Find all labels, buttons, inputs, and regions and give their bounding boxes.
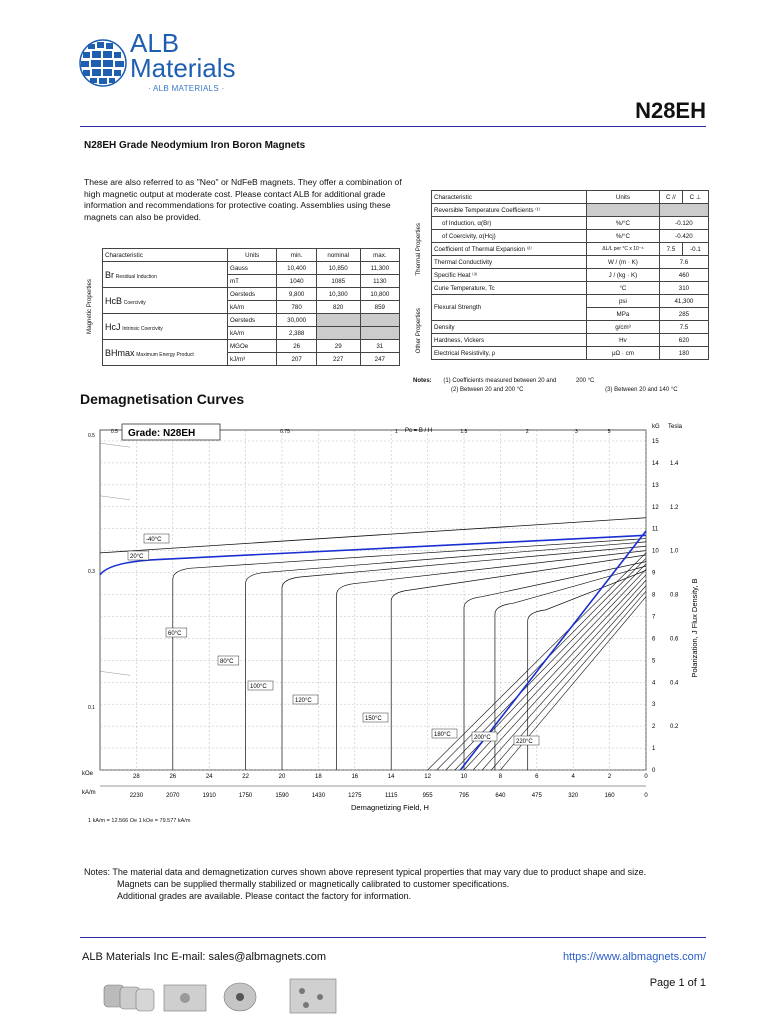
value-cell: -0.120 xyxy=(659,217,708,230)
logo-text-alb: ALB xyxy=(130,28,180,58)
empty-cell xyxy=(316,314,360,327)
table-row xyxy=(413,321,709,334)
unit-cell: kA/m xyxy=(228,327,277,340)
koe-tick-label: 20 xyxy=(278,774,286,780)
table-row xyxy=(413,282,709,295)
value-cell: 247 xyxy=(360,353,399,366)
note-1: (1) Coefficients measured between 20 and xyxy=(443,378,557,384)
unit-cell: Oersteds xyxy=(228,288,277,301)
kg-tick-label: 11 xyxy=(652,526,659,533)
value-cell: 7.5 xyxy=(659,243,682,256)
koe-tick-label: 0 xyxy=(644,774,648,780)
magnetic-properties-label: Magnetic Properties xyxy=(86,279,93,335)
value-cell: 9,800 xyxy=(277,288,316,301)
tesla-tick-label: 1.0 xyxy=(670,548,679,555)
unit-cell: kJ/m³ xyxy=(228,353,277,366)
col-units: Units xyxy=(228,249,277,262)
temp-label: 120°C xyxy=(295,698,312,704)
spacer xyxy=(432,360,709,367)
param-br: Br Residual Induction xyxy=(103,262,228,288)
koe-tick-label: 26 xyxy=(169,774,177,780)
empty-cell xyxy=(360,327,399,340)
temp-label: 220°C xyxy=(516,739,533,745)
kg-tick-label: 6 xyxy=(652,636,656,643)
value-cell: 1085 xyxy=(316,275,360,288)
demagnetisation-chart xyxy=(80,418,700,833)
value-cell: 11,300 xyxy=(360,262,399,275)
unit-cell: kA/m xyxy=(228,301,277,314)
kam-tick-label: 1430 xyxy=(311,793,326,799)
value-cell: 780 xyxy=(277,301,316,314)
pc-left-label: 0.3 xyxy=(88,568,95,575)
value-cell: 2,388 xyxy=(277,327,316,340)
row-label: Thermal Conductivity xyxy=(432,256,587,269)
pc-tick-label: 0.75 xyxy=(280,429,290,435)
demag-curve xyxy=(528,570,646,770)
thermal-label-cell xyxy=(413,204,432,295)
row-label: Hardness, Vickers xyxy=(432,334,587,347)
unit-cell: Gauss xyxy=(228,262,277,275)
demag-title: Demagnetisation Curves xyxy=(80,391,245,407)
value-cell: 10,850 xyxy=(316,262,360,275)
grade-heading: N28EH xyxy=(635,98,706,123)
table-row xyxy=(413,243,709,256)
kam-tick-label: 1750 xyxy=(238,793,253,799)
value-cell: 26 xyxy=(277,340,316,353)
unit-cell: g/cm³ xyxy=(587,321,660,334)
temp-label: 80°C xyxy=(220,659,234,665)
bh-line xyxy=(482,586,646,770)
koe-tick-label: 6 xyxy=(535,774,539,780)
table-row xyxy=(413,230,709,243)
intro-paragraph: These are also referred to as "Neo" or NdFeB magnets. They offer a combination of high magnetic output at moderate cost. Please contact ALB for additional grade information and recommendations for protective coating. Assemblies using these magnets can also be provided. xyxy=(84,177,402,222)
koe-tick-label: 14 xyxy=(387,774,395,780)
temp-label: 20°C xyxy=(130,554,144,560)
blank-corner xyxy=(413,191,432,204)
unit-cell: Oersteds xyxy=(228,314,277,327)
y-axis-label: Polarization, J Flux Density, B xyxy=(690,578,699,678)
website-link[interactable]: https://www.albmagnets.com/ xyxy=(562,951,706,963)
tesla-label: Tesla xyxy=(668,424,683,430)
note-line-1: Notes: The material data and demagnetization curves shown above represent typical properties that may vary due to product shape and size. xyxy=(84,867,647,877)
other-properties-label: Other Properties xyxy=(415,307,422,353)
koe-tick-label: 12 xyxy=(424,774,431,780)
logo-subtext: · ALB MATERIALS · xyxy=(148,84,225,93)
table-row xyxy=(413,347,709,360)
param-hcb: HcB Coercivity xyxy=(103,288,228,314)
table-row xyxy=(84,314,400,327)
unit-cell: μΩ · cm xyxy=(587,347,660,360)
thermal-properties-table xyxy=(413,190,709,366)
empty-cell xyxy=(659,204,708,217)
temp-label: 200°C xyxy=(474,735,491,741)
value-cell: 30,000 xyxy=(277,314,316,327)
col-characteristic: Characteristic xyxy=(103,249,228,262)
pc-label: Pc = B / H xyxy=(405,428,433,434)
x-axis-label: Demagnetizing Field, H xyxy=(351,803,429,812)
grade-box-label: Grade: N28EH xyxy=(128,428,196,439)
note-2: (2) Between 20 and 200 °C xyxy=(451,387,524,393)
conversion-note: 1 kA/m = 12.566 Oe 1 kOe = 79.577 kA/m xyxy=(88,818,191,824)
other-label-cell xyxy=(413,295,432,367)
note-line-2: Magnets can be supplied thermally stabilized or magnetically calibrated to customer specifications. xyxy=(117,879,510,889)
temp-label: 60°C xyxy=(168,631,182,637)
note-3: (3) Between 20 and 140 °C xyxy=(605,387,678,393)
koe-tick-label: 4 xyxy=(571,774,575,780)
table-row xyxy=(413,334,709,347)
kg-tick-label: 12 xyxy=(652,504,659,511)
kam-tick-label: 0 xyxy=(644,793,648,799)
magnet-rings-image xyxy=(104,985,154,1011)
tesla-tick-label: 1.2 xyxy=(670,504,679,511)
koe-tick-label: 28 xyxy=(133,774,140,780)
table-notes xyxy=(413,378,713,393)
kam-tick-label: 320 xyxy=(568,793,579,799)
value-cell: 10,300 xyxy=(316,288,360,301)
value-cell: 1040 xyxy=(277,275,316,288)
pc-tick-label: 1 xyxy=(394,429,398,435)
col-nominal: nominal xyxy=(316,249,360,262)
kam-tick-label: 795 xyxy=(458,793,470,799)
unit-cell: psi xyxy=(587,295,660,308)
value-cell: 227 xyxy=(316,353,360,366)
kg-tick-label: 15 xyxy=(652,438,659,445)
table-row xyxy=(413,269,709,282)
pc-line xyxy=(100,671,130,675)
globe-logo-icon xyxy=(78,38,128,88)
temp-label: 100°C xyxy=(250,684,267,690)
kg-tick-label: 8 xyxy=(652,592,656,599)
koe-tick-label: 16 xyxy=(351,774,359,780)
row-label: Flexural Strength xyxy=(432,295,587,321)
pc-line xyxy=(100,496,130,500)
table-row xyxy=(84,340,400,353)
curve-20c xyxy=(100,535,646,574)
unit-cell: %/°C xyxy=(587,230,660,243)
bh-line xyxy=(473,580,646,770)
kg-tick-label: 7 xyxy=(652,614,656,621)
row-label: Density xyxy=(432,321,587,334)
tesla-tick-label: 1.4 xyxy=(670,460,679,467)
koe-tick-label: 24 xyxy=(205,774,213,780)
kg-tick-label: 14 xyxy=(652,460,659,467)
kam-label: kA/m xyxy=(82,790,96,796)
kam-tick-label: 2070 xyxy=(166,793,180,799)
thermal-properties-label: Thermal Properties xyxy=(415,222,422,276)
logo-text-materials: Materials xyxy=(130,53,236,83)
koe-tick-label: 10 xyxy=(460,774,468,780)
value-cell: -0.1 xyxy=(682,243,708,256)
unit-cell: ΔL/L per °C x 10⁻⁶ xyxy=(587,243,660,256)
value-cell: 620 xyxy=(659,334,708,347)
row-label: Reversible Temperature Coefficients ⁽¹⁾ xyxy=(432,204,587,217)
magnetic-properties-table xyxy=(84,248,400,366)
note-line-3: Additional grades are available. Please contact the factory for information. xyxy=(117,891,412,901)
kam-tick-label: 160 xyxy=(604,793,615,799)
kg-tick-label: 4 xyxy=(652,680,656,687)
product-images xyxy=(100,975,350,1015)
row-label: of Coercivity, α(Hcj) xyxy=(432,230,587,243)
empty-cell xyxy=(316,327,360,340)
kg-tick-label: 0 xyxy=(652,768,656,774)
pc-tick-label: 5 xyxy=(607,429,611,435)
document-title: N28EH Grade Neodymium Iron Boron Magnets xyxy=(84,140,306,151)
value-cell: 285 xyxy=(659,308,708,321)
value-cell: 7.6 xyxy=(659,256,708,269)
kg-tick-label: 1 xyxy=(652,746,656,753)
kg-tick-label: 5 xyxy=(652,658,656,665)
koe-tick-label: 22 xyxy=(242,774,249,780)
row-label: Curie Temperature, Tc xyxy=(432,282,587,295)
value-cell: 859 xyxy=(360,301,399,314)
col-c-perp: C ⊥ xyxy=(682,191,708,204)
unit-cell: mT xyxy=(228,275,277,288)
bh-line xyxy=(437,558,646,770)
param-bhmax: BHmax Maximum Energy Product xyxy=(103,340,228,366)
demag-curve xyxy=(173,539,646,770)
kam-tick-label: 1275 xyxy=(348,793,362,799)
pc-tick-label: 2 xyxy=(525,429,529,435)
unit-cell: W / (m · K) xyxy=(587,256,660,269)
value-cell: -0.420 xyxy=(659,230,708,243)
table-row xyxy=(84,288,400,301)
unit-cell: MGOe xyxy=(228,340,277,353)
unit-cell: J / (kg · K) xyxy=(587,269,660,282)
row-label: Electrical Resistivity, ρ xyxy=(432,347,587,360)
footnotes xyxy=(84,866,704,902)
unit-cell: MPa xyxy=(587,308,660,321)
koe-tick-label: 2 xyxy=(607,774,612,780)
pc-tick-label: 0.5 xyxy=(110,429,118,435)
kg-tick-label: 10 xyxy=(652,548,659,555)
kg-tick-label: 9 xyxy=(652,570,656,577)
kg-tick-label: 13 xyxy=(652,482,659,489)
col-min: min. xyxy=(277,249,316,262)
kg-tick-label: 2 xyxy=(652,724,656,731)
tesla-tick-label: 0.2 xyxy=(670,724,679,731)
pc-left-label: 0.5 xyxy=(88,432,95,439)
pc-left-label: 0.1 xyxy=(88,704,95,711)
temp-label: 180°C xyxy=(434,732,451,738)
kg-tick-label: 3 xyxy=(652,702,656,709)
table-row xyxy=(413,256,709,269)
value-cell: 10,800 xyxy=(360,288,399,301)
grid xyxy=(100,430,646,786)
tesla-tick-label: 0.4 xyxy=(670,680,679,687)
company-contact: ALB Materials Inc E-mail: sales@albmagnets.com xyxy=(82,951,327,963)
table-row xyxy=(413,295,709,308)
tesla-tick-label: 0.6 xyxy=(670,636,679,643)
value-cell: 820 xyxy=(316,301,360,314)
pc-tick-label: 1.5 xyxy=(460,429,468,435)
kam-tick-label: 475 xyxy=(531,793,542,799)
labels xyxy=(88,429,679,799)
magnet-block-image xyxy=(164,985,206,1011)
value-cell: 207 xyxy=(277,353,316,366)
row-label: Coefficient of Thermal Expansion ⁽²⁾ xyxy=(432,243,587,256)
empty-cell xyxy=(360,314,399,327)
param-hcj: HcJ Intrinsic Coercivity xyxy=(103,314,228,340)
note-1b: 200 °C xyxy=(575,378,595,384)
magnet-countersunk-image xyxy=(290,979,336,1013)
value-cell: 1130 xyxy=(360,275,399,288)
value-cell: 41,300 xyxy=(659,295,708,308)
page-number: Page 1 of 1 xyxy=(649,977,706,989)
notes-label: Notes: xyxy=(413,378,432,384)
kg-label: kG xyxy=(652,424,660,430)
pc-tick-label: 3 xyxy=(575,429,578,435)
unit-cell: Hv xyxy=(587,334,660,347)
koe-label: kOe xyxy=(82,771,94,777)
table-row xyxy=(413,204,709,217)
col-max: max. xyxy=(360,249,399,262)
value-cell: 180 xyxy=(659,347,708,360)
value-cell: 29 xyxy=(316,340,360,353)
unit-cell: °C xyxy=(587,282,660,295)
koe-tick-label: 18 xyxy=(315,774,322,780)
value-cell: 7.5 xyxy=(659,321,708,334)
kam-tick-label: 1910 xyxy=(202,793,216,799)
row-label: Specific Heat ⁽³⁾ xyxy=(432,269,587,282)
tesla-tick-label: 0.8 xyxy=(670,592,679,599)
unit-cell: %/°C xyxy=(587,217,660,230)
col-c-parallel: C // xyxy=(659,191,682,204)
curve-minus40 xyxy=(100,518,646,553)
pc-line xyxy=(100,443,130,447)
koe-tick-label: 8 xyxy=(498,774,503,780)
temp-label: -40°C xyxy=(146,537,162,543)
row-label: of Induction, α(Br) xyxy=(432,217,587,230)
kam-tick-label: 2230 xyxy=(129,793,144,799)
header-divider xyxy=(80,126,706,127)
value-cell: 460 xyxy=(659,269,708,282)
kam-tick-label: 1590 xyxy=(275,793,289,799)
value-cell: 310 xyxy=(659,282,708,295)
magnet-discs-image xyxy=(224,983,256,1011)
kam-tick-label: 640 xyxy=(495,793,506,799)
temp-label: 150°C xyxy=(365,716,382,722)
col-characteristic: Characteristic xyxy=(432,191,587,204)
col-units: Units xyxy=(587,191,660,204)
kam-tick-label: 955 xyxy=(422,793,433,799)
table-row xyxy=(84,262,400,275)
mag-side-label-cell xyxy=(84,249,103,366)
empty-cell xyxy=(587,204,660,217)
footer-divider xyxy=(80,937,706,938)
value-cell: 10,400 xyxy=(277,262,316,275)
value-cell: 31 xyxy=(360,340,399,353)
table-row xyxy=(413,217,709,230)
kam-tick-label: 1115 xyxy=(384,793,398,799)
